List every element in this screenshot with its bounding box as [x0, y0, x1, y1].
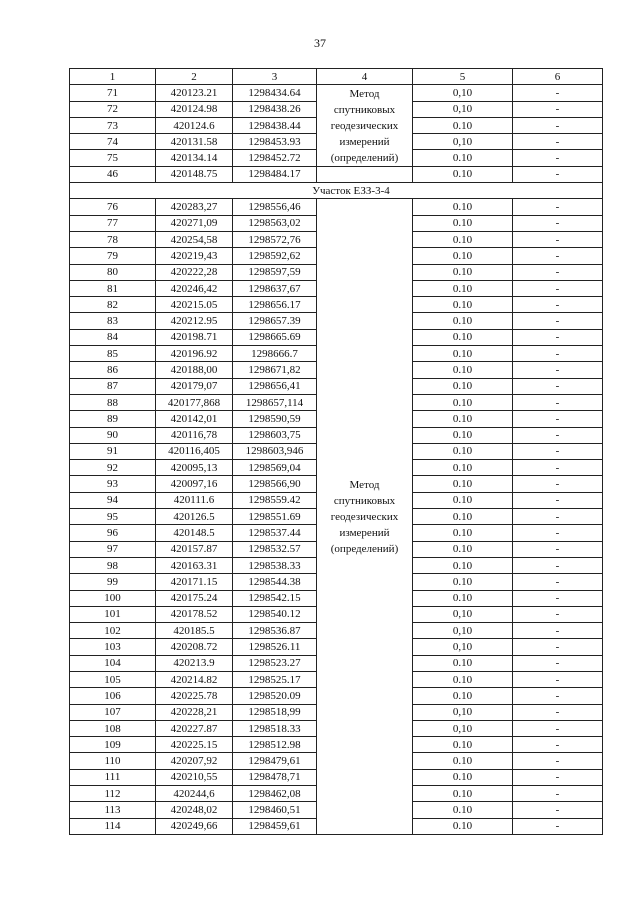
y-coordinate-cell: 1298603,75	[233, 427, 317, 443]
y-coordinate-cell: 1298484.17	[233, 166, 317, 182]
table-row	[70, 199, 603, 215]
x-coordinate-cell: 420123.21	[156, 85, 233, 101]
point-number-cell: 101	[70, 606, 156, 622]
point-number-cell: 109	[70, 737, 156, 753]
y-coordinate-cell: 1298518.33	[233, 720, 317, 736]
note-cell: -	[513, 329, 603, 345]
accuracy-cell: 0.10	[413, 215, 513, 231]
note-cell: -	[513, 737, 603, 753]
accuracy-cell: 0.10	[413, 460, 513, 476]
accuracy-cell: 0,10	[413, 606, 513, 622]
note-cell: -	[513, 264, 603, 280]
accuracy-cell: 0,10	[413, 720, 513, 736]
point-number-cell: 86	[70, 362, 156, 378]
note-cell: -	[513, 280, 603, 296]
y-coordinate-cell: 1298657,114	[233, 394, 317, 410]
y-coordinate-cell: 1298559.42	[233, 492, 317, 508]
y-coordinate-cell: 1298536.87	[233, 623, 317, 639]
note-cell: -	[513, 802, 603, 818]
note-cell: -	[513, 411, 603, 427]
accuracy-cell: 0.10	[413, 769, 513, 785]
y-coordinate-cell: 1298542.15	[233, 590, 317, 606]
point-number-cell: 89	[70, 411, 156, 427]
point-number-cell: 78	[70, 231, 156, 247]
x-coordinate-cell: 420208.72	[156, 639, 233, 655]
y-coordinate-cell: 1298656,41	[233, 378, 317, 394]
column-header: 6	[513, 69, 603, 85]
y-coordinate-cell: 1298538.33	[233, 557, 317, 573]
point-number-cell: 91	[70, 443, 156, 459]
x-coordinate-cell: 420148.5	[156, 525, 233, 541]
note-cell: -	[513, 248, 603, 264]
y-coordinate-cell: 1298566,90	[233, 476, 317, 492]
point-number-cell: 87	[70, 378, 156, 394]
accuracy-cell: 0.10	[413, 280, 513, 296]
point-number-cell: 74	[70, 134, 156, 150]
y-coordinate-cell: 1298597,59	[233, 264, 317, 280]
accuracy-cell: 0.10	[413, 802, 513, 818]
accuracy-cell: 0.10	[413, 443, 513, 459]
point-number-cell: 84	[70, 329, 156, 345]
note-cell: -	[513, 101, 603, 117]
accuracy-cell: 0.10	[413, 590, 513, 606]
point-number-cell: 114	[70, 818, 156, 834]
y-coordinate-cell: 1298537.44	[233, 525, 317, 541]
accuracy-cell: 0.10	[413, 117, 513, 133]
x-coordinate-cell: 420177,868	[156, 394, 233, 410]
accuracy-cell: 0,10	[413, 85, 513, 101]
x-coordinate-cell: 420228,21	[156, 704, 233, 720]
point-number-cell: 92	[70, 460, 156, 476]
note-cell: -	[513, 166, 603, 182]
accuracy-cell: 0,10	[413, 704, 513, 720]
point-number-cell: 112	[70, 786, 156, 802]
y-coordinate-cell: 1298665.69	[233, 329, 317, 345]
accuracy-cell: 0.10	[413, 737, 513, 753]
x-coordinate-cell: 420185.5	[156, 623, 233, 639]
y-coordinate-cell: 1298657.39	[233, 313, 317, 329]
header-row	[70, 69, 603, 85]
x-coordinate-cell: 420207,92	[156, 753, 233, 769]
section-row	[70, 183, 603, 199]
accuracy-cell: 0.10	[413, 818, 513, 834]
y-coordinate-cell: 1298540.12	[233, 606, 317, 622]
accuracy-cell: 0.10	[413, 492, 513, 508]
x-coordinate-cell: 420196.92	[156, 346, 233, 362]
y-coordinate-cell: 1298551.69	[233, 509, 317, 525]
point-number-cell: 110	[70, 753, 156, 769]
y-coordinate-cell: 1298525.17	[233, 671, 317, 687]
x-coordinate-cell: 420148.75	[156, 166, 233, 182]
accuracy-cell: 0.10	[413, 557, 513, 573]
x-coordinate-cell: 420225.78	[156, 688, 233, 704]
y-coordinate-cell: 1298590,59	[233, 411, 317, 427]
note-cell: -	[513, 150, 603, 166]
accuracy-cell: 0.10	[413, 688, 513, 704]
x-coordinate-cell: 420198.71	[156, 329, 233, 345]
column-header: 1	[70, 69, 156, 85]
accuracy-cell: 0.10	[413, 411, 513, 427]
note-cell: -	[513, 525, 603, 541]
accuracy-cell: 0,10	[413, 623, 513, 639]
method-cell: Метод спутниковых геодезических измерений (определений)	[317, 85, 413, 166]
accuracy-cell: 0.10	[413, 509, 513, 525]
note-cell: -	[513, 476, 603, 492]
y-coordinate-cell: 1298438.44	[233, 117, 317, 133]
point-number-cell: 105	[70, 671, 156, 687]
y-coordinate-cell: 1298526.11	[233, 639, 317, 655]
note-cell: -	[513, 492, 603, 508]
x-coordinate-cell: 420225.15	[156, 737, 233, 753]
y-coordinate-cell: 1298569,04	[233, 460, 317, 476]
point-number-cell: 73	[70, 117, 156, 133]
accuracy-cell: 0.10	[413, 231, 513, 247]
x-coordinate-cell: 420157.87	[156, 541, 233, 557]
note-cell: -	[513, 753, 603, 769]
x-coordinate-cell: 420246,42	[156, 280, 233, 296]
y-coordinate-cell: 1298453.93	[233, 134, 317, 150]
note-cell: -	[513, 671, 603, 687]
point-number-cell: 76	[70, 199, 156, 215]
point-number-cell: 100	[70, 590, 156, 606]
note-cell: -	[513, 769, 603, 785]
y-coordinate-cell: 1298438.26	[233, 101, 317, 117]
x-coordinate-cell: 420188,00	[156, 362, 233, 378]
column-header: 5	[413, 69, 513, 85]
x-coordinate-cell: 420097,16	[156, 476, 233, 492]
column-header: 4	[317, 69, 413, 85]
y-coordinate-cell: 1298520.09	[233, 688, 317, 704]
accuracy-cell: 0.10	[413, 346, 513, 362]
y-coordinate-cell: 1298518,99	[233, 704, 317, 720]
x-coordinate-cell: 420244,6	[156, 786, 233, 802]
point-number-cell: 75	[70, 150, 156, 166]
x-coordinate-cell: 420131.58	[156, 134, 233, 150]
y-coordinate-cell: 1298556,46	[233, 199, 317, 215]
accuracy-cell: 0.10	[413, 313, 513, 329]
point-number-cell: 94	[70, 492, 156, 508]
point-number-cell: 95	[70, 509, 156, 525]
note-cell: -	[513, 362, 603, 378]
note-cell: -	[513, 574, 603, 590]
note-cell: -	[513, 378, 603, 394]
y-coordinate-cell: 1298523.27	[233, 655, 317, 671]
x-coordinate-cell: 420222,28	[156, 264, 233, 280]
point-number-cell: 108	[70, 720, 156, 736]
empty-cell	[317, 166, 413, 182]
note-cell: -	[513, 704, 603, 720]
point-number-cell: 93	[70, 476, 156, 492]
note-cell: -	[513, 590, 603, 606]
point-number-cell: 80	[70, 264, 156, 280]
point-number-cell: 90	[70, 427, 156, 443]
point-number-cell: 113	[70, 802, 156, 818]
y-coordinate-cell: 1298532.57	[233, 541, 317, 557]
point-number-cell: 96	[70, 525, 156, 541]
y-coordinate-cell: 1298603,946	[233, 443, 317, 459]
y-coordinate-cell: 1298637,67	[233, 280, 317, 296]
x-coordinate-cell: 420095,13	[156, 460, 233, 476]
accuracy-cell: 0.10	[413, 574, 513, 590]
accuracy-cell: 0.10	[413, 199, 513, 215]
column-header: 3	[233, 69, 317, 85]
y-coordinate-cell: 1298666.7	[233, 346, 317, 362]
accuracy-cell: 0.10	[413, 655, 513, 671]
point-number-cell: 111	[70, 769, 156, 785]
accuracy-cell: 0.10	[413, 671, 513, 687]
x-coordinate-cell: 420254,58	[156, 231, 233, 247]
x-coordinate-cell: 420171.15	[156, 574, 233, 590]
point-number-cell: 102	[70, 623, 156, 639]
point-number-cell: 71	[70, 85, 156, 101]
point-number-cell: 81	[70, 280, 156, 296]
point-number-cell: 98	[70, 557, 156, 573]
note-cell: -	[513, 460, 603, 476]
x-coordinate-cell: 420116,405	[156, 443, 233, 459]
accuracy-cell: 0.10	[413, 248, 513, 264]
point-number-cell: 46	[70, 166, 156, 182]
note-cell: -	[513, 655, 603, 671]
x-coordinate-cell: 420215.05	[156, 297, 233, 313]
y-coordinate-cell: 1298478,71	[233, 769, 317, 785]
x-coordinate-cell: 420283,27	[156, 199, 233, 215]
note-cell: -	[513, 818, 603, 834]
accuracy-cell: 0.10	[413, 525, 513, 541]
x-coordinate-cell: 420178.52	[156, 606, 233, 622]
note-cell: -	[513, 394, 603, 410]
accuracy-cell: 0.10	[413, 753, 513, 769]
accuracy-cell: 0.10	[413, 476, 513, 492]
point-number-cell: 106	[70, 688, 156, 704]
note-cell: -	[513, 606, 603, 622]
x-coordinate-cell: 420248,02	[156, 802, 233, 818]
point-number-cell: 104	[70, 655, 156, 671]
x-coordinate-cell: 420213.9	[156, 655, 233, 671]
accuracy-cell: 0.10	[413, 541, 513, 557]
point-number-cell: 107	[70, 704, 156, 720]
x-coordinate-cell: 420175.24	[156, 590, 233, 606]
y-coordinate-cell: 1298544.38	[233, 574, 317, 590]
accuracy-cell: 0.10	[413, 394, 513, 410]
note-cell: -	[513, 541, 603, 557]
point-number-cell: 72	[70, 101, 156, 117]
accuracy-cell: 0,10	[413, 101, 513, 117]
x-coordinate-cell: 420163.31	[156, 557, 233, 573]
x-coordinate-cell: 420214.82	[156, 671, 233, 687]
x-coordinate-cell: 420212.95	[156, 313, 233, 329]
point-number-cell: 88	[70, 394, 156, 410]
note-cell: -	[513, 313, 603, 329]
y-coordinate-cell: 1298563,02	[233, 215, 317, 231]
x-coordinate-cell: 420219,43	[156, 248, 233, 264]
point-number-cell: 97	[70, 541, 156, 557]
note-cell: -	[513, 117, 603, 133]
x-coordinate-cell: 420210,55	[156, 769, 233, 785]
point-number-cell: 83	[70, 313, 156, 329]
section-title: Участок ЕЗЗ-3-4	[70, 183, 603, 199]
x-coordinate-cell: 420124.98	[156, 101, 233, 117]
table-row	[70, 166, 603, 182]
accuracy-cell: 0,10	[413, 134, 513, 150]
accuracy-cell: 0.10	[413, 329, 513, 345]
x-coordinate-cell: 420111.6	[156, 492, 233, 508]
note-cell: -	[513, 215, 603, 231]
accuracy-cell: 0.10	[413, 362, 513, 378]
note-cell: -	[513, 720, 603, 736]
x-coordinate-cell: 420179,07	[156, 378, 233, 394]
point-number-cell: 77	[70, 215, 156, 231]
note-cell: -	[513, 85, 603, 101]
point-number-cell: 82	[70, 297, 156, 313]
y-coordinate-cell: 1298459,61	[233, 818, 317, 834]
note-cell: -	[513, 639, 603, 655]
note-cell: -	[513, 786, 603, 802]
note-cell: -	[513, 509, 603, 525]
y-coordinate-cell: 1298462,08	[233, 786, 317, 802]
y-coordinate-cell: 1298671,82	[233, 362, 317, 378]
note-cell: -	[513, 231, 603, 247]
note-cell: -	[513, 443, 603, 459]
method-cell: Метод спутниковых геодезических измерений (определений)	[317, 199, 413, 835]
accuracy-cell: 0.10	[413, 297, 513, 313]
accuracy-cell: 0,10	[413, 639, 513, 655]
accuracy-cell: 0.10	[413, 378, 513, 394]
y-coordinate-cell: 1298434.64	[233, 85, 317, 101]
accuracy-cell: 0.10	[413, 427, 513, 443]
x-coordinate-cell: 420116,78	[156, 427, 233, 443]
table-body	[70, 85, 603, 835]
note-cell: -	[513, 557, 603, 573]
note-cell: -	[513, 199, 603, 215]
point-number-cell: 79	[70, 248, 156, 264]
y-coordinate-cell: 1298572,76	[233, 231, 317, 247]
y-coordinate-cell: 1298460,51	[233, 802, 317, 818]
point-number-cell: 103	[70, 639, 156, 655]
note-cell: -	[513, 346, 603, 362]
point-number-cell: 99	[70, 574, 156, 590]
x-coordinate-cell: 420142,01	[156, 411, 233, 427]
page-number: 37	[314, 36, 326, 50]
note-cell: -	[513, 134, 603, 150]
note-cell: -	[513, 623, 603, 639]
table-row	[70, 85, 603, 101]
coordinates-table	[69, 68, 603, 835]
y-coordinate-cell: 1298592,62	[233, 248, 317, 264]
accuracy-cell: 0.10	[413, 150, 513, 166]
x-coordinate-cell: 420271,09	[156, 215, 233, 231]
note-cell: -	[513, 297, 603, 313]
y-coordinate-cell: 1298656.17	[233, 297, 317, 313]
accuracy-cell: 0.10	[413, 166, 513, 182]
x-coordinate-cell: 420126.5	[156, 509, 233, 525]
point-number-cell: 85	[70, 346, 156, 362]
accuracy-cell: 0.10	[413, 264, 513, 280]
note-cell: -	[513, 427, 603, 443]
y-coordinate-cell: 1298512.98	[233, 737, 317, 753]
x-coordinate-cell: 420134.14	[156, 150, 233, 166]
x-coordinate-cell: 420124.6	[156, 117, 233, 133]
note-cell: -	[513, 688, 603, 704]
y-coordinate-cell: 1298452.72	[233, 150, 317, 166]
x-coordinate-cell: 420227.87	[156, 720, 233, 736]
y-coordinate-cell: 1298479,61	[233, 753, 317, 769]
accuracy-cell: 0.10	[413, 786, 513, 802]
column-header: 2	[156, 69, 233, 85]
x-coordinate-cell: 420249,66	[156, 818, 233, 834]
